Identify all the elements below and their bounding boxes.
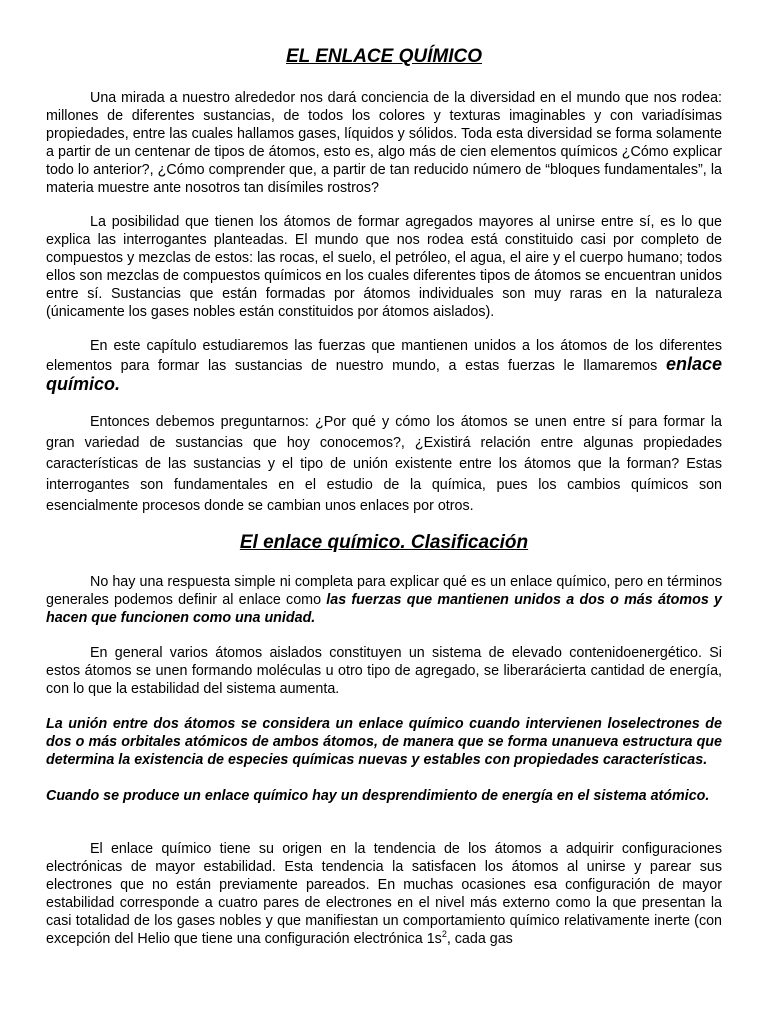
paragraph-tail: , cada gas [446, 931, 513, 948]
section-heading: El enlace químico. Clasificación [239, 532, 529, 553]
paragraph-text: El enlace químico tiene su origen en la tendencia de los átomos a adquirir configuraciones electrónicas de mayor estabilidad. Esta tendencia la satisfacen los átomos al unirse y parear sus electrones que no están previamente pareados. En muchas ocasiones esa configuración de mayor estabilidad corresponde a cuatro pares de electrones en el nivel más externo como la que presentan la casi totalidad de los gases nobles y que manifiestan un comportamiento químico relativamente inerte (con excepción del Helio que tiene una configuración electrónica 1s [46, 841, 722, 948]
paragraph-energy: En general varios átomos aislados constituyen un sistema de elevado contenidoenergético. Si estos átomos se unen formando moléculas u otro tipo de agregado, se liberarácierta cantidad de energía, con lo que la estabilidad del sistema aumenta. [46, 645, 722, 698]
paragraph-chapter-scope [46, 337, 722, 395]
paragraph-questions: Entonces debemos preguntarnos: ¿Por qué y cómo los átomos se unen entre sí para formar la gran variedad de sustancias que hoy conocemos?, ¿Existirá relación entre algunas propiedades características de las sustancias y el tipo de unión existente entre los átomos que la forman? Estas interrogantes son fundamentales en el estudio de la química, pues los cambios químicos son esencialmente procesos donde se cambian unos enlaces por otros. [46, 414, 722, 514]
paragraph-energy-release: Cuando se produce un enlace químico hay un desprendimiento de energía en el sistema atómico. [46, 788, 710, 804]
paragraph-text: No hay una respuesta simple ni completa para explicar qué es un enlace químico, pero en términos generales podemos definir al enlace como [46, 574, 722, 609]
paragraph-intro: Una mirada a nuestro alrededor nos dará conciencia de la diversidad en el mundo que nos rodea: millones de diferentes sustancias, de todos los colores y texturas imaginables y con variadísimas propiedades, entre las cuales hallamos gases, líquidos y sólidos. Toda esta diversidad se forma solamente a partir de un centenar de tipos de átomos, esto es, algo más de cien elementos químicos ¿Cómo explicar todo lo anterior?, ¿Cómo comprender que, a partir de tan reducido número de “bloques fundamentales”, la materia muestre ante nosotros tan disímiles rostros? [46, 90, 722, 197]
paragraph-text: En este capítulo estudiaremos las fuerzas que mantienen unidos a los átomos de los diferentes elementos para formar las sustancias de nuestro mundo, a estas fuerzas le llamaremos [46, 338, 722, 375]
page-title: EL ENLACE QUÍMICO [286, 46, 482, 67]
superscript: 2 [441, 929, 447, 940]
paragraph-atom-aggregates: La posibilidad que tienen los átomos de formar agregados mayores al unirse entre sí, es lo que explica las interrogantes planteadas. El mundo que nos rodea está constituido casi por completo de compuestos y mezclas de estos: las rocas, el suelo, el petróleo, el agua, el aire y el cuerpo humano; todos ellos son mezclas de compuestos químicos en los cuales diferentes tipos de átomos se encuentran unidos entre sí. Sustancias que están formadas por átomos individuales son muy raras en la naturaleza (únicamente los gases nobles están constituidos por átomos aislados). [46, 214, 722, 321]
definition-text: las fuerzas que mantienen unidos a dos o más átomos y hacen que funcionen como una unidad. [46, 592, 723, 627]
term-enlace-quimico: enlace químico. [46, 354, 722, 395]
paragraph-definition [46, 573, 722, 627]
paragraph-bond-condition: La unión entre dos átomos se considera un enlace químico cuando intervienen loselectrones de dos o más orbitales atómicos de ambos átomos, de manera que se forma unanueva estructura que determina la existencia de especies químicas nuevas y estables con propiedades características. [46, 716, 722, 769]
paragraph-bond-origin [46, 840, 722, 949]
